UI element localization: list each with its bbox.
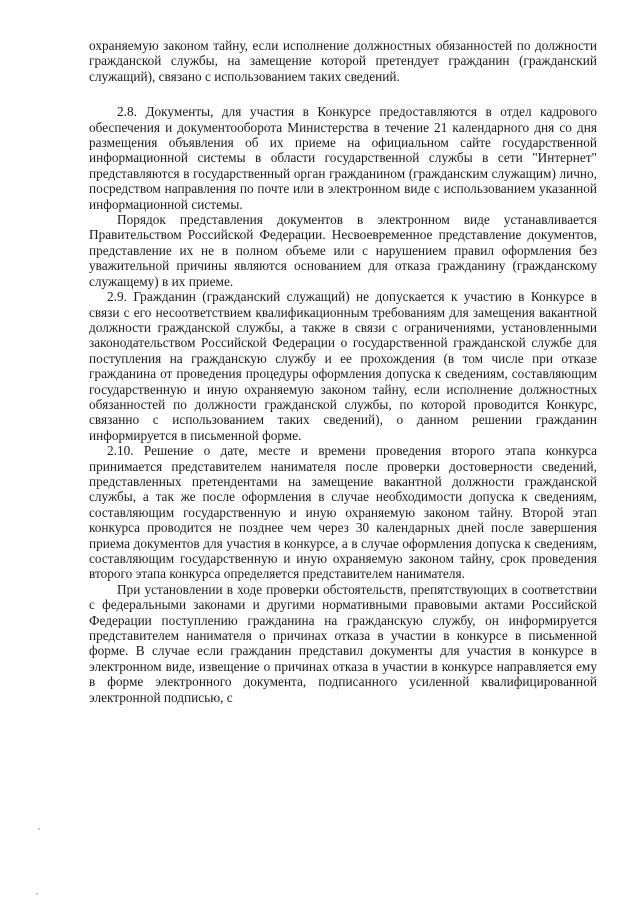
scan-speck [36,893,38,895]
paragraph-2-8: 2.8. Документы, для участия в Конкурсе предоставляются в отдел кадрового обеспечения и документооборота Министерства в течение 21 календарного дня со дня размещения объявления об их приеме на официальном сайте государственной информационной системы в области государственной службы в сети "Интернет" представляются в государственный орган гражданином (гражданским служащим) лично, посредством направления по почте или в электронном виде с использованием указанной информационной системы. [89,104,597,212]
paragraph-continuation: охраняемую законом тайну, если исполнение должностных обязанностей по должности гражданской службы, на замещение которой претендует гражданин (гражданский служащий), связано с использованием таких сведений. [89,38,597,84]
paragraph-2-10: 2.10. Решение о дате, месте и времени проведения второго этапа конкурса принимается представителем нанимателя после проверки достоверности сведений, представленных претендентами на замещение вакантной должности гражданской службы, а так же после оформления в случае необходимости допуска к сведениям, составляющим государственную и иную охраняемую законом тайну. Второй этап конкурса проводится не позднее чем через 30 календарных дней после завершения приема документов для участия в конкурсе, а в случае оформления допуска к сведениям, составляющим государственную и иную охраняемую законом тайну, срок проведения второго этапа конкурса определяется представителем нанимателя. [89,443,597,582]
paragraph-electronic-procedure: Порядок представления документов в электронном виде устанавливается Правительством Российской Федерации. Несвоевременное представление документов, представление их не в полном объеме или с нарушением правил оформления без уважительной причины являются основанием для отказа гражданину (гражданскому служащему) в их приеме. [89,212,597,289]
scan-speck [38,828,40,830]
paragraph-2-9: 2.9. Гражданин (гражданский служащий) не допускается к участию в Конкурсе в связи с его несоответствием квалификационным требованиям для замещения вакантной должности гражданской службы, а также в связи с ограничениями, установленными законодательством Российской Федерации о государственной гражданской службе для поступления на гражданскую службу и ее прохождения (в том числе при отказе гражданина от проведения процедуры оформления допуска к сведениям, составляющим государственную и иную охраняемую законом тайну, если исполнение должностных обязанностей по должности гражданской службы, по которой проводится Конкурс, связанно с использованием таких сведений), о данном решении гражданин информируется в письменной форме. [89,289,597,443]
paragraph-refusal-notice: При установлении в ходе проверки обстоятельств, препятствующих в соответствии с федеральными законами и другими нормативными правовыми актами Российской Федерации поступлению гражданина на гражданскую службу, он информируется представителем нанимателя о причинах отказа в участии в конкурсе в письменной форме. В случае если гражданин представил документы для участия в конкурсе в электронном виде, извещение о причинах отказа в участии в конкурсе направляется ему в форме электронного документа, подписанного усиленной квалифицированной электронной подписью, с [89,581,597,705]
paragraph-gap [89,84,597,104]
document-body [89,38,597,705]
